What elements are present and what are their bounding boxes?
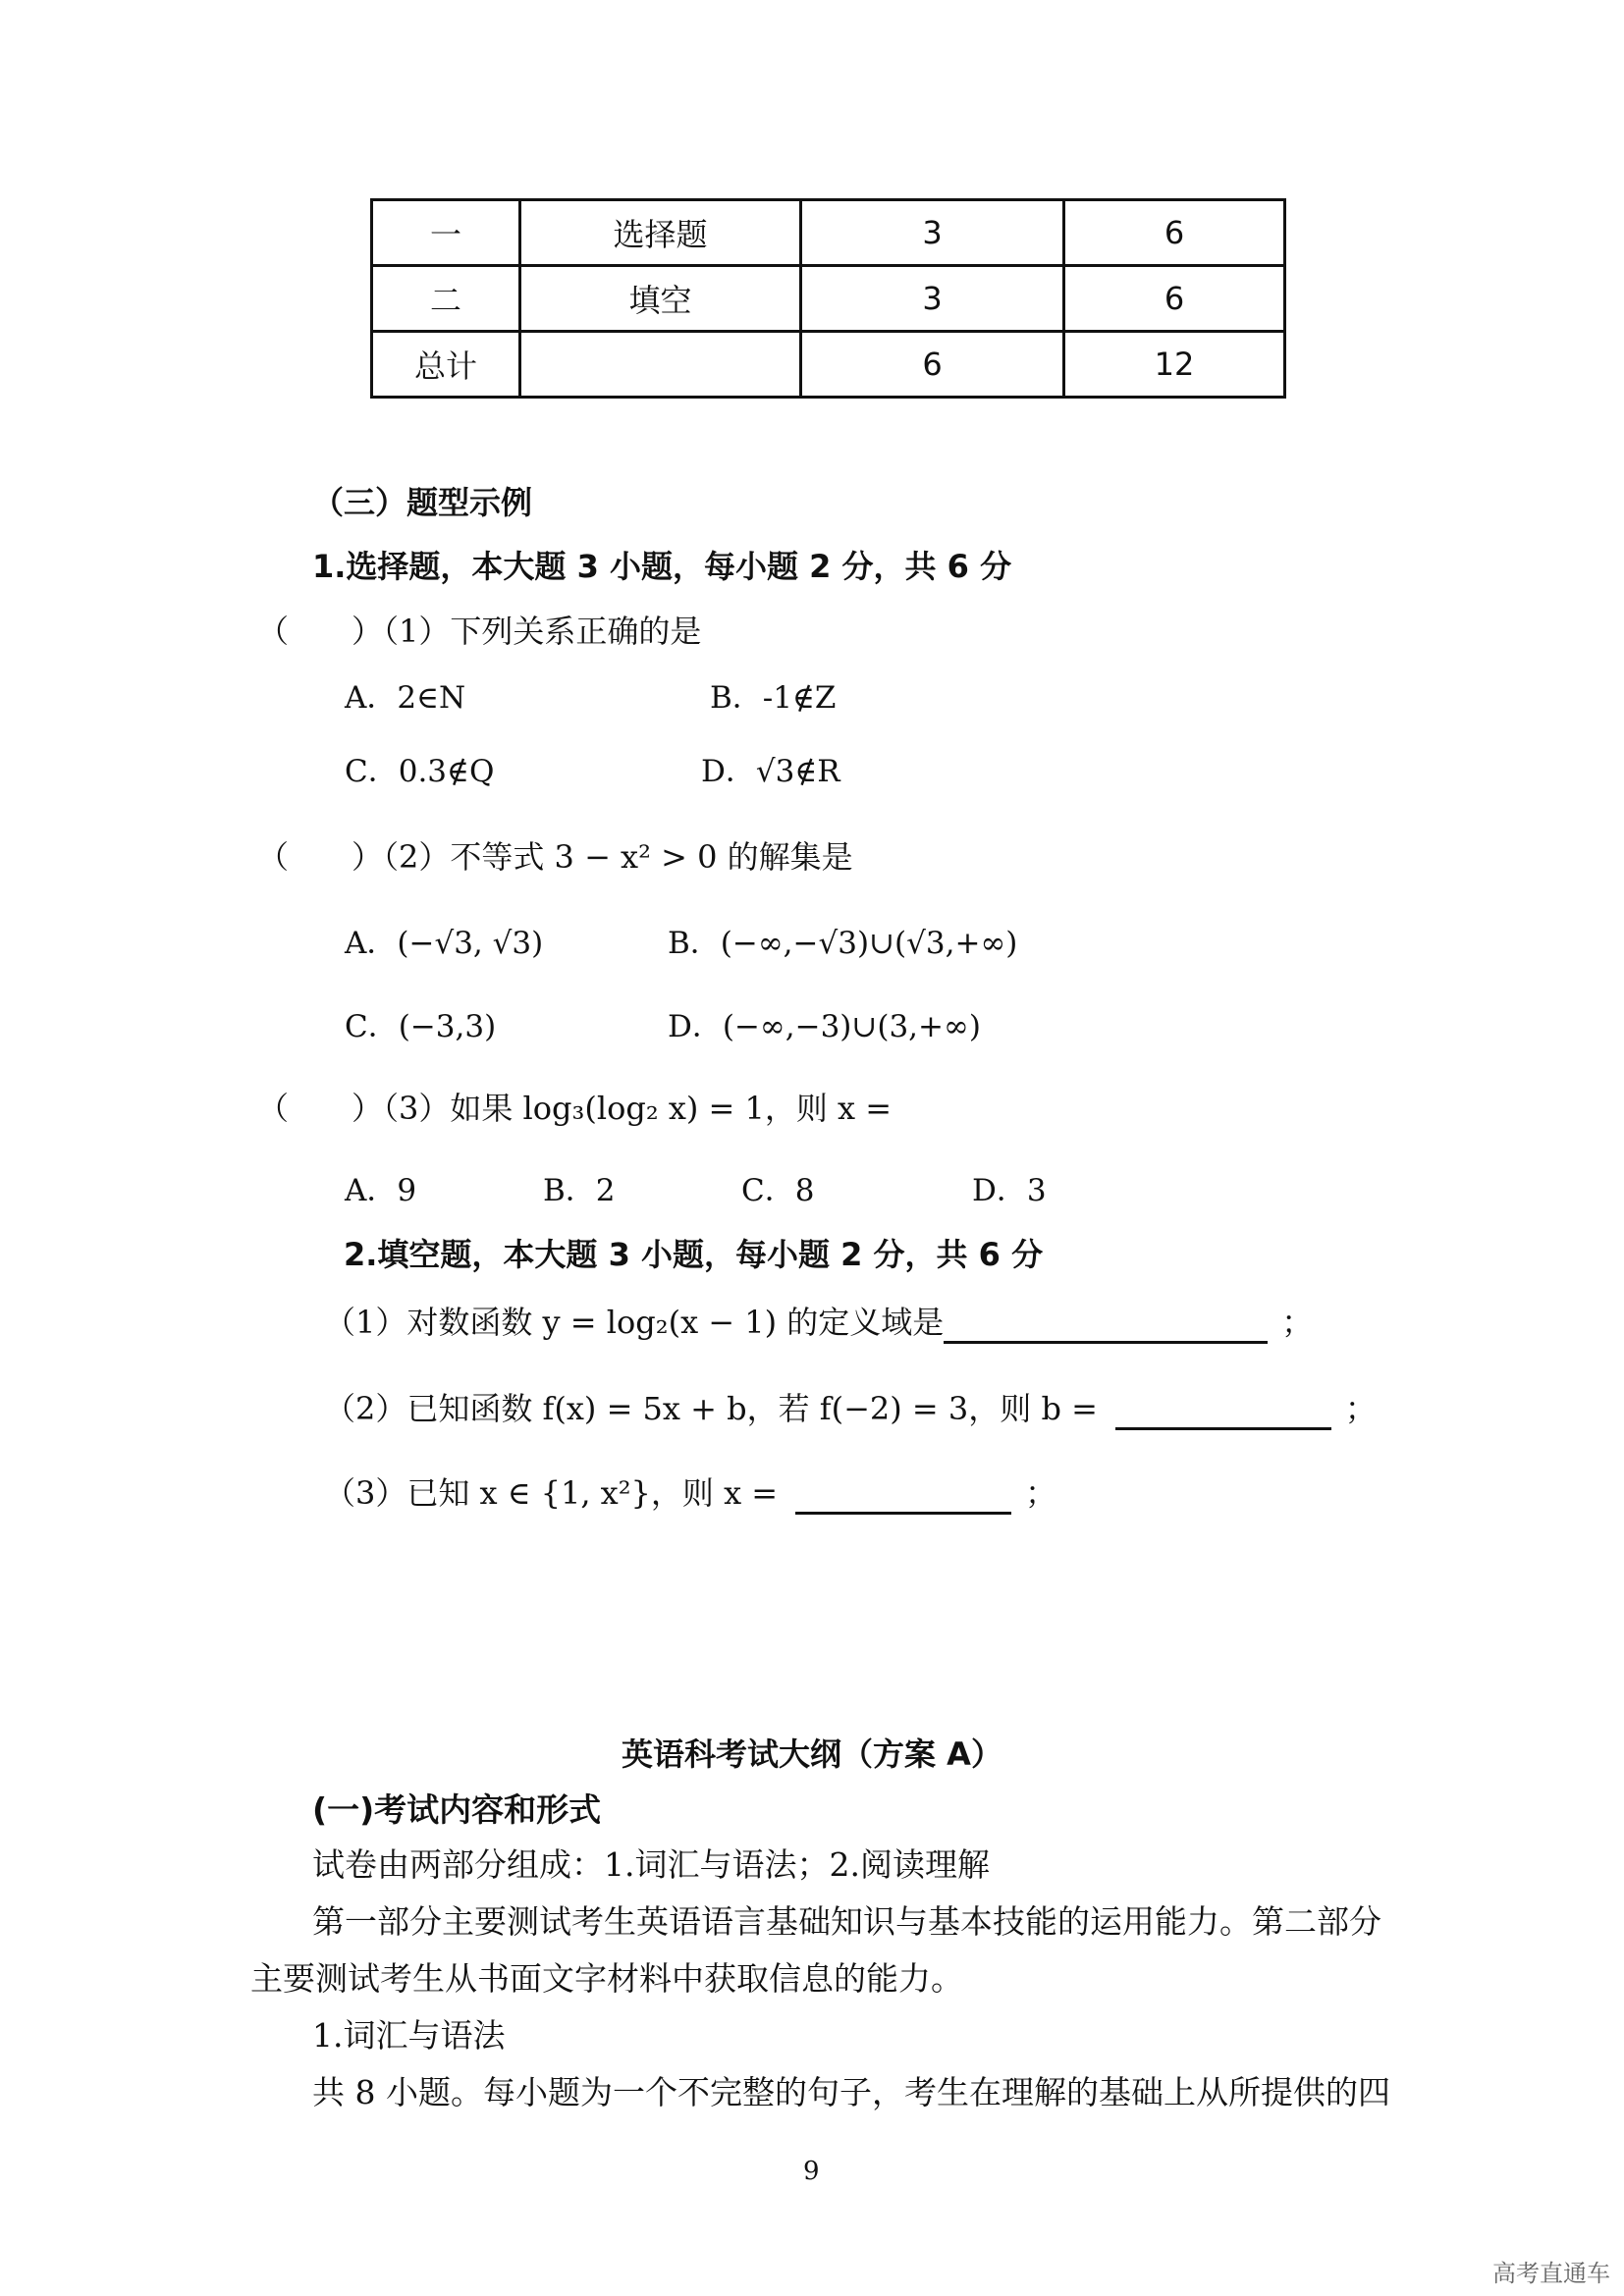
fill-q1-end: ； — [1281, 1304, 1314, 1341]
english-paragraph-2-line-1: 第一部分主要测试考生英语语言基础知识与基本技能的运用能力。第二部分 — [312, 1902, 1381, 1941]
question-1-stem: （ ）（1）下列关系正确的是 — [257, 613, 702, 650]
q2-option-c: C．(−3,3) — [345, 1009, 497, 1044]
fill-q1-text: （1）对数函数 y = log₂(x − 1) 的定义域是 — [324, 1304, 945, 1341]
table-cell: 二 — [372, 266, 520, 332]
table-cell: 6 — [1064, 266, 1285, 332]
q2-option-b: B．(−∞,−√3)∪(√3,+∞) — [668, 926, 1018, 961]
fill-question-2 — [324, 1384, 1377, 1430]
q1-option-c: C．0.3∉Q — [345, 754, 495, 789]
table-cell: 填空 — [520, 266, 801, 332]
fill-q2-text: （2）已知函数 f(x) = 5x + b，若 f(−2) = 3，则 b = — [324, 1390, 1098, 1427]
table-row — [372, 266, 1285, 332]
q3-option-a: A．9 — [345, 1173, 417, 1208]
q3-option-d: D．3 — [972, 1173, 1047, 1208]
answer-blank-3[interactable] — [795, 1474, 1011, 1515]
section-title: （三）题型示例 — [312, 484, 533, 521]
table-cell: 一 — [372, 200, 520, 266]
english-paragraph-2-line-2: 主要测试考生从书面文字材料中获取信息的能力。 — [250, 1959, 963, 1998]
table-cell: 3 — [801, 266, 1064, 332]
english-paragraph-1: 试卷由两部分组成：1.词汇与语法；2.阅读理解 — [312, 1845, 990, 1884]
table-row — [372, 200, 1285, 266]
q3-option-c: C．8 — [741, 1173, 815, 1208]
page-number: 9 — [803, 2157, 820, 2186]
table-cell — [520, 332, 801, 398]
question-2-stem: （ ）（2）不等式 3 − x² > 0 的解集是 — [257, 838, 853, 876]
table-cell: 选择题 — [520, 200, 801, 266]
table-cell: 6 — [1064, 200, 1285, 266]
fill-question-3 — [324, 1468, 1056, 1515]
english-title: 英语科考试大纲（方案 A） — [622, 1735, 1002, 1773]
english-subtitle: (一)考试内容和形式 — [312, 1790, 602, 1829]
q1-option-a: A．2∈N — [345, 680, 466, 716]
fill-q3-text: （3）已知 x ∈ {1, x²}，则 x = — [324, 1474, 779, 1512]
english-paragraph-4: 共 8 小题。每小题为一个不完整的句子，考生在理解的基础上从所提供的四 — [312, 2073, 1390, 2111]
question-3-stem: （ ）（3）如果 log₃(log₂ x) = 1，则 x = — [257, 1090, 893, 1127]
fill-heading: 2.填空题，本大题 3 小题，每小题 2 分，共 6 分 — [344, 1236, 1044, 1273]
score-table — [370, 198, 1286, 399]
table-cell: 12 — [1064, 332, 1285, 398]
table-cell: 6 — [801, 332, 1064, 398]
q1-option-b: B．-1∉Z — [710, 680, 837, 716]
choice-heading: 1.选择题，本大题 3 小题，每小题 2 分，共 6 分 — [312, 548, 1012, 585]
fill-question-1 — [324, 1298, 1313, 1344]
table-cell: 总计 — [372, 332, 520, 398]
answer-blank-2[interactable] — [1115, 1390, 1331, 1430]
table-row — [372, 332, 1285, 398]
fill-q3-end: ； — [1025, 1474, 1057, 1512]
table-cell: 3 — [801, 200, 1064, 266]
answer-blank-1[interactable] — [944, 1304, 1268, 1344]
q2-option-d: D．(−∞,−3)∪(3,+∞) — [668, 1009, 981, 1044]
q1-option-d: D．√3∉R — [701, 754, 840, 789]
fill-q2-end: ； — [1344, 1390, 1377, 1427]
watermark: 高考直通车 — [1492, 2260, 1610, 2287]
english-paragraph-3: 1.词汇与语法 — [312, 2016, 506, 2055]
q2-option-a: A．(−√3, √3) — [345, 926, 544, 961]
q3-option-b: B．2 — [543, 1173, 616, 1208]
